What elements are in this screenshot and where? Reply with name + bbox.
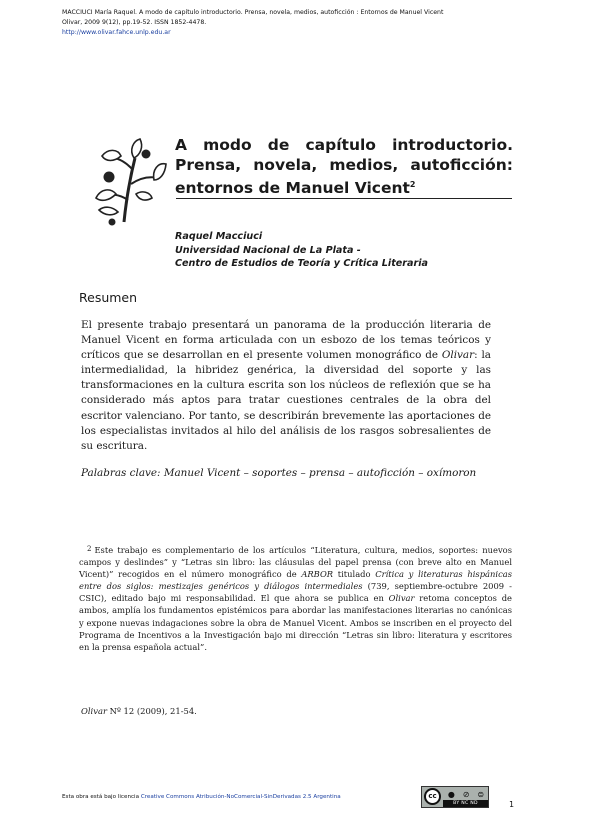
article-title xyxy=(175,136,513,199)
footnote-arbor-title: Crítica y literaturas hispánicas entre dos siglos: mestizajes genéricos y diálogos intermediales xyxy=(79,569,512,592)
author-affiliation-center: Centro de Estudios de Teoría y Crítica Literaria xyxy=(175,258,428,269)
author-name: Raquel Macciuci xyxy=(175,231,263,242)
abstract-text-part-2: : la intermedialidad, la hibridez genérica, la diversidad del soporte y las transformaciones en la cultura escrita son los núcleos de reflexión que se ha considerado más aptos para tratar cuestiones centrales de la obra del escritor valenciano. Por tanto, se describirán brevemente las aportaciones de los especialistas invitados al hilo del análisis de los rasgos sobresalientes de su escritura. xyxy=(81,349,491,452)
abstract-heading: Resumen xyxy=(79,290,138,305)
noderivatives-icon: ⊜ xyxy=(477,790,485,799)
issue-citation-journal: Olivar xyxy=(81,706,107,716)
footnote-olivar: Olivar xyxy=(388,593,415,604)
author-affiliation-university: Universidad Nacional de La Plata - xyxy=(175,244,361,256)
cc-license-badge[interactable] xyxy=(421,786,489,808)
license-prefix: Esta obra está bajo licencia xyxy=(62,794,141,800)
footnote-mark: 2 xyxy=(87,545,92,553)
footnote-part-2: titulado xyxy=(333,569,376,580)
noncommercial-icon: ⊘ xyxy=(462,790,470,799)
footnote-part-4: retoma conceptos de ambos, amplía los fundamentos epistémicos para abordar las manifestaciones literarias no canónicas y expone nuevas indagaciones sobre la obra de Manuel Vicent. Ambos se inscriben en el proyecto del Programa de Incentivos a la Investigación bajo mi dirección “Letras sin libro: literatura y escritores en la prensa española actual”. xyxy=(79,593,513,652)
title-divider xyxy=(176,198,512,199)
issue-citation-details: Nº 12 (2009), 21-54. xyxy=(106,706,197,716)
cc-terms-icons xyxy=(444,789,488,800)
footnote-part-3: (739, septiembre-octubre 2009 -CSIC), editado bajo mi responsabilidad. El que ahora se publica en xyxy=(79,581,513,604)
olivar-branch-logo-icon xyxy=(88,136,168,226)
title-footnote-mark[interactable]: 2 xyxy=(409,180,416,189)
license-link[interactable]: Creative Commons Atribución-NoComercial-SinDerivadas 2.5 Argentina xyxy=(140,794,341,800)
cc-icon: cc xyxy=(424,788,441,805)
running-header xyxy=(62,8,567,38)
page-number: 1 xyxy=(509,800,515,809)
footnote-part-1: Este trabajo es complementario de los artículos “Literatura, cultura, medios, soportes: nuevos campos y deslindes” y “Letras sin libro: las cláusulas del papel prensa (con breve alto en Manuel Vicent)” recogidos en el número monográfico de xyxy=(79,545,512,580)
issue-citation xyxy=(81,706,197,716)
abstract-text-part-1: El presente trabajo presentará un panorama de la producción literaria de Manuel Vicent en forma articulada con un esbozo de los temas teóricos y críticos que se desarrollan en el presente volumen monográfico de xyxy=(81,319,491,362)
article-title-text: A modo de capítulo introductorio. Prensa, novela, medios, autoficción: entornos de Manuel Vicent xyxy=(175,136,513,198)
author-block xyxy=(175,230,475,271)
abstract-text xyxy=(81,318,491,454)
footnote-arbor: ARBOR xyxy=(301,569,334,580)
attribution-icon: ● xyxy=(447,790,455,799)
header-journal-link[interactable]: http://www.olivar.fahce.unlp.edu.ar xyxy=(62,29,171,36)
footnote xyxy=(79,543,512,653)
keywords: Palabras clave: Manuel Vicent – soportes – prensa – autoficción – oxímoron xyxy=(81,467,477,479)
abstract-journal-name: Olivar xyxy=(441,349,475,362)
header-citation-line-1: MACCIUCI María Raquel. A modo de capítulo introductorio. Prensa, novela, medios, autoficción : Entornos de Manuel Vicent xyxy=(62,9,444,16)
cc-terms-strip: BY NC ND xyxy=(443,800,488,807)
license-notice xyxy=(62,794,341,800)
header-citation-line-2: Olivar, 2009 9(12), pp.19-52. ISSN 1852-4478. xyxy=(62,19,207,26)
